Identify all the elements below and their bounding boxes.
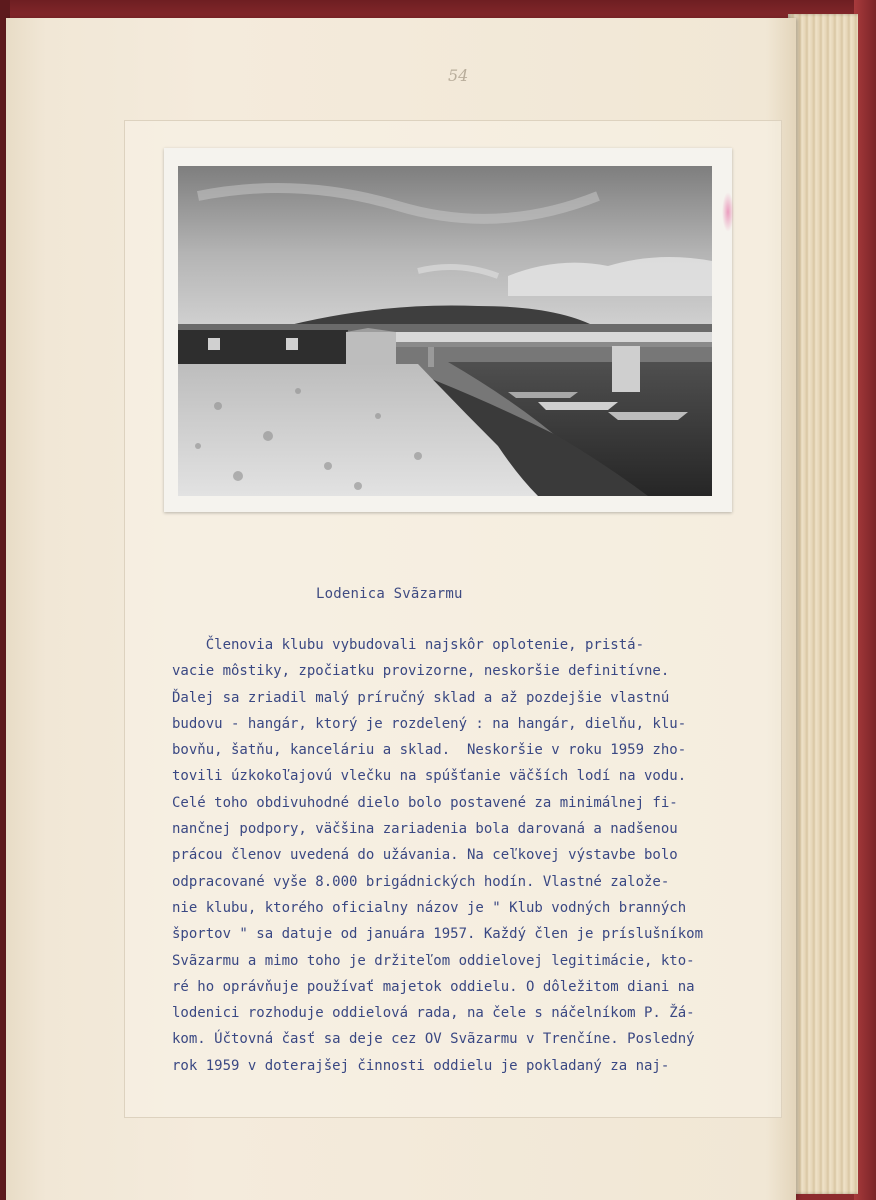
bridge-pier [612, 346, 640, 392]
boat [608, 412, 688, 420]
text-line: rok 1959 v doterajšej činnosti oddielu je pokladaný za naj- [172, 1057, 670, 1074]
text-line: nie klubu, ktorého oficialny názov je " Klub vodných branných [172, 899, 687, 916]
white-building [346, 332, 396, 366]
text-line: budovu - hangár, ktorý je rozdelený : na hangár, dielňu, klu- [172, 715, 687, 732]
photo-image [178, 166, 712, 496]
boathouse [178, 330, 348, 366]
text-line: prácou členov uvedená do užávania. Na ceľkovej výstavbe bolo [172, 847, 678, 864]
boat [538, 402, 618, 410]
text-line: tovili úzkokoľajovú vlečku na spúšťanie väčších lodí na vodu. [172, 768, 687, 785]
typewritten-body [172, 632, 792, 1079]
text-line: kom. Účtovná časť sa deje cez OV Svãzarmu v Trenčíne. Posledný [172, 1031, 695, 1048]
text-line: Svãzarmu a mimo toho je držiteľom oddielovej legitimácie, kto- [172, 952, 695, 969]
photo-print [164, 148, 732, 512]
text-line: Ďalej sa zriadil malý príručný sklad a až pozdejšie vlastnú [172, 689, 670, 706]
text-line: Členovia klubu vybudovali najskôr oplotenie, pristá- [172, 637, 645, 653]
pink-stain [722, 192, 734, 232]
text-line: lodenici rozhoduje oddielová rada, na čele s náčelníkom P. Žá- [172, 1005, 695, 1022]
photo-caption: Lodenica Svãzarmu [316, 586, 463, 602]
text-line: bovňu, šatňu, kanceláriu a sklad. Neskoršie v roku 1959 zho- [172, 742, 687, 759]
text-line: nančnej podpory, väčšina zariadenia bola darovaná a nadšenou [172, 821, 678, 838]
text-line: odpracované vyše 8.000 brigádnických hodín. Vlastné založe- [172, 873, 670, 890]
page-stack-edges [788, 14, 858, 1194]
handwritten-page-number: 54 [448, 66, 469, 85]
boathouse-bridge-photo [178, 166, 712, 496]
text-line: ré ho oprávňuje používať majetok oddielu. O dôležitom diani na [172, 978, 695, 995]
text-line: vacie môstiky, zpočiatku provizorne, neskoršie definitívne. [172, 663, 670, 680]
text-line: športov " sa datuje od januára 1957. Každý člen je príslušníkom [172, 926, 704, 943]
text-line: Celé toho obdivuhodné dielo bolo postavené za minimálnej fi- [172, 794, 678, 811]
